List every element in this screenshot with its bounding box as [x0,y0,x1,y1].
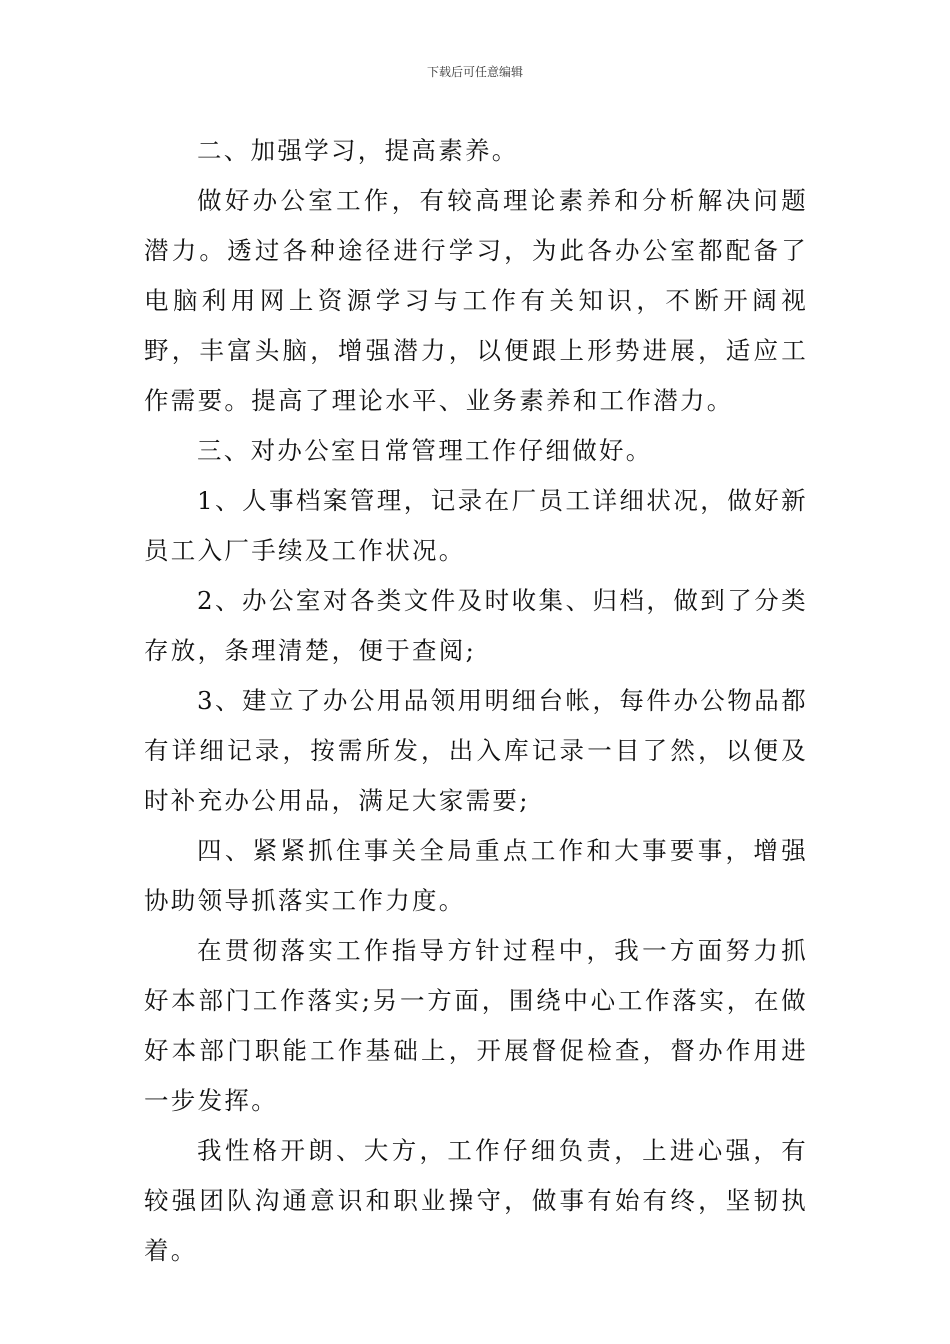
list-item-office-supplies: 3、建立了办公用品领用明细台帐，每件办公物品都有详细记录，按需所发，出入库记录一目了然，以便及时补充办公用品，满足大家需要; [144,686,808,815]
section-heading-key-work: 四、紧紧抓住事关全局重点工作和大事要事，增强协助领导抓落实工作力度。 [144,836,808,915]
paragraph-study: 做好办公室工作，有较高理论素养和分析解决问题潜力。透过各种途径进行学习，为此各办公室都配备了电脑利用网上资源学习与工作有关知识，不断开阔视野，丰富头脑，增强潜力，以便跟上形势进展，适应工作需要。提高了理论水平、业务素养和工作潜力。 [144,186,808,415]
paragraph-personality: 我性格开朗、大方，工作仔细负责，上进心强，有较强团队沟通意识和职业操守，做事有始有终，坚韧执着。 [144,1136,808,1265]
list-item-personnel-files: 1、人事档案管理，记录在厂员工详细状况，做好新员工入厂手续及工作状况。 [144,486,808,565]
page-header-note: 下载后可任意编辑 [426,65,523,79]
document-body [144,126,808,1276]
section-heading-daily-management: 三、对办公室日常管理工作仔细做好。 [197,436,653,465]
list-item-document-filing: 2、办公室对各类文件及时收集、归档，做到了分类存放，条理清楚，便于查阅; [144,586,808,665]
section-heading-study: 二、加强学习，提高素养。 [197,136,519,165]
paragraph-implementation: 在贯彻落实工作指导方针过程中，我一方面努力抓好本部门工作落实;另一方面，围绕中心工作落实，在做好本部门职能工作基础上，开展督促检查，督办作用进一步发挥。 [144,936,808,1115]
